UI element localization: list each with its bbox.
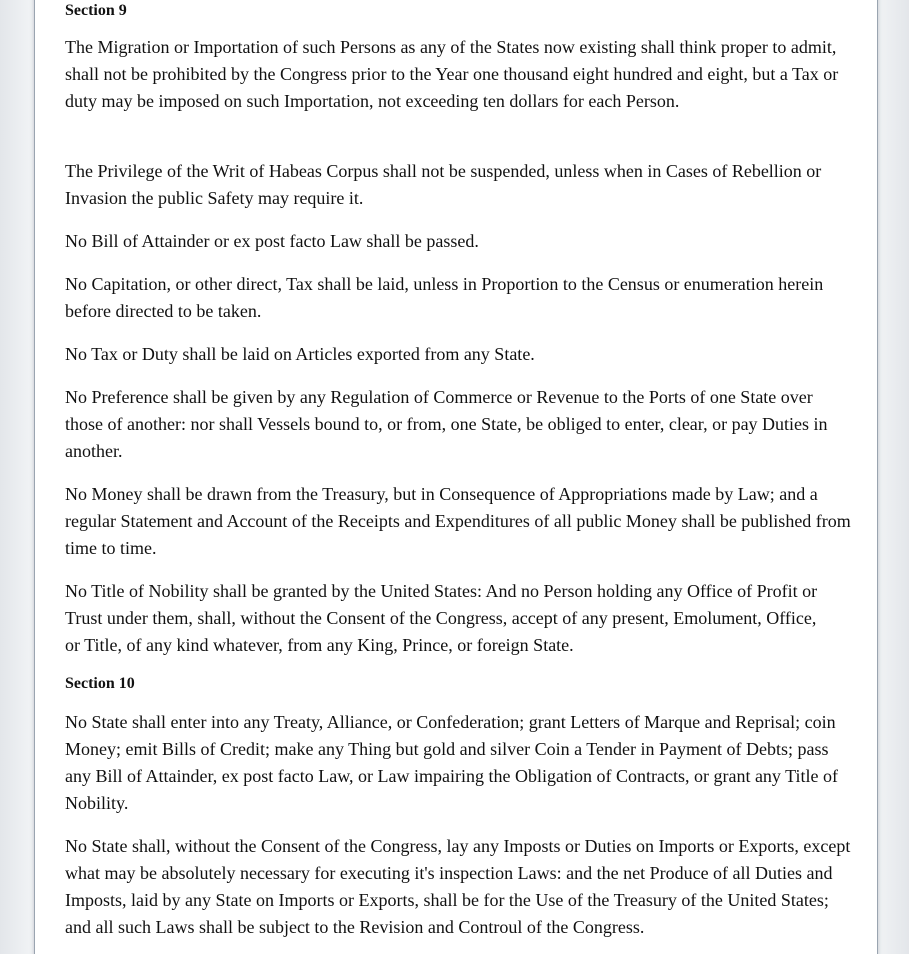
section-9-clause-3: No Bill of Attainder or ex post facto Law shall be passed.: [65, 231, 479, 251]
section-9-heading: Section 9: [65, 2, 127, 19]
section-9-clause-4: No Capitation, or other direct, Tax shall be laid, unless in Proportion to the Census or enumeration herein before directed to be taken.: [65, 274, 824, 321]
section-10-clause-1: No State shall enter into any Treaty, Alliance, or Confederation; grant Letters of Marque and Reprisal; coin Money; emit Bills of Credit; make any Thing but gold and silver Coin a Tender in Payment of Debts; pass any Bill of Attainder, ex post facto Law, or Law impairing the Obligation of Contracts, or grant any Title of Nobility.: [65, 712, 838, 813]
section-9-clause-6: No Preference shall be given by any Regulation of Commerce or Revenue to the Ports of one State over those of another: nor shall Vessels bound to, or from, one State, be obliged to enter, clear, or pay Duties in another.: [65, 387, 828, 461]
section-10-clause-2: No State shall, without the Consent of the Congress, lay any Imposts or Duties on Imports or Exports, except what may be absolutely necessary for executing it's inspection Laws: and the net Produce of all Duties and Imposts, laid by any State on Imports or Exports, shall be for the Use of the Treasury of the United States; and all such Laws shall be subject to the Revision and Controul of the Congress.: [65, 836, 851, 937]
section-9-clause-8: No Title of Nobility shall be granted by the United States: And no Person holding any Office of Profit or Trust under them, shall, without the Consent of the Congress, accept of any present, Emolument, Office, or Title, of any kind whatever, from any King, Prince, or foreign State.: [65, 581, 818, 655]
section-9-clause-5: No Tax or Duty shall be laid on Articles exported from any State.: [65, 344, 535, 364]
section-9-clause-1: The Migration or Importation of such Persons as any of the States now existing shall think proper to admit, shall not be prohibited by the Congress prior to the Year one thousand eight hundred and eight, but a Tax or duty may be imposed on such Importation, not exceeding ten dollars for each Person.: [65, 37, 839, 111]
section-9-clause-2: The Privilege of the Writ of Habeas Corpus shall not be suspended, unless when in Cases of Rebellion or Invasion the public Safety may require it.: [65, 161, 822, 208]
section-10-heading: Section 10: [65, 675, 135, 692]
section-9-clause-7: No Money shall be drawn from the Treasury, but in Consequence of Appropriations made by Law; and a regular Statement and Account of the Receipts and Expenditures of all public Money shall be published from time to time.: [65, 484, 851, 558]
